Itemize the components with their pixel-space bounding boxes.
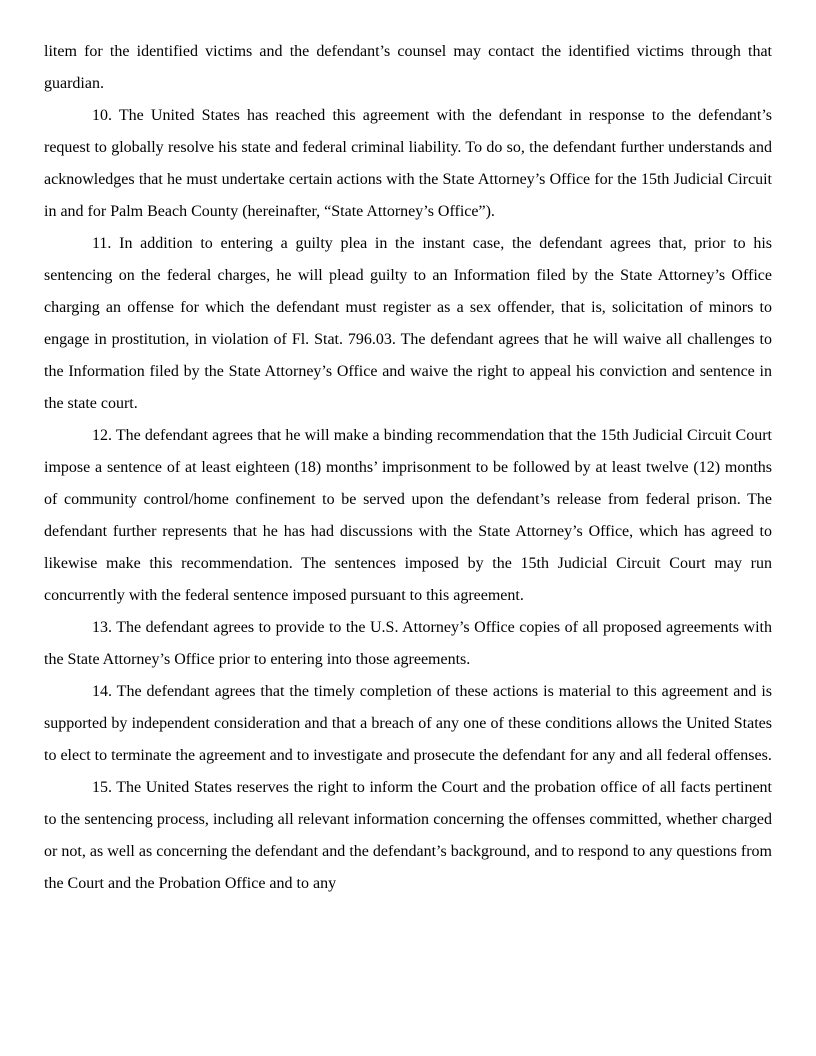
paragraph-10: 10. The United States has reached this agreement with the defendant in response to the defendant’s request to globally resolve his state and federal criminal liability. To do so, the defendant further understands and acknowledges that he must undertake certain actions with the State Attorney’s Office for the 15th Judicial Circuit in and for Palm Beach County (hereinafter, “State Attorney’s Office”).: [44, 107, 772, 220]
paragraph-11: 11. In addition to entering a guilty plea in the instant case, the defendant agrees that, prior to his sentencing on the federal charges, he will plead guilty to an Information filed by the State Attorney’s Office charging an offense for which the defendant must register as a sex offender, that is, solicitation of minors to engage in prostitution, in violation of Fl. Stat. 796.03. The defendant agrees that he will waive all challenges to the Information filed by the State Attorney’s Office and waive the right to appeal his conviction and sentence in the state court.: [44, 235, 772, 412]
paragraph-13: 13. The defendant agrees to provide to the U.S. Attorney’s Office copies of all proposed agreements with the State Attorney’s Office prior to entering into those agreements.: [44, 619, 772, 668]
paragraph-12: 12. The defendant agrees that he will make a binding recommendation that the 15th Judicial Circuit Court impose a sentence of at least eighteen (18) months’ imprisonment to be followed by at least twelve (12) months of community control/home confinement to be served upon the defendant’s release from federal prison. The defendant further represents that he has had discussions with the State Attorney’s Office, which has agreed to likewise make this recommendation. The sentences imposed by the 15th Judicial Circuit Court may run concurrently with the federal sentence imposed pursuant to this agreement.: [44, 427, 772, 604]
paragraph-14: 14. The defendant agrees that the timely completion of these actions is material to this agreement and is supported by independent consideration and that a breach of any one of these conditions allows the United States to elect to terminate the agreement and to investigate and prosecute the defendant for any and all federal offenses.: [44, 683, 772, 764]
paragraph-15: 15. The United States reserves the right to inform the Court and the probation office of all facts pertinent to the sentencing process, including all relevant information concerning the offenses committed, whether charged or not, as well as concerning the defendant and the defendant’s background, and to respond to any questions from the Court and the Probation Office and to any: [44, 779, 772, 892]
paragraph-continuation: litem for the identified victims and the defendant’s counsel may contact the identified victims through that guardian.: [44, 43, 772, 92]
